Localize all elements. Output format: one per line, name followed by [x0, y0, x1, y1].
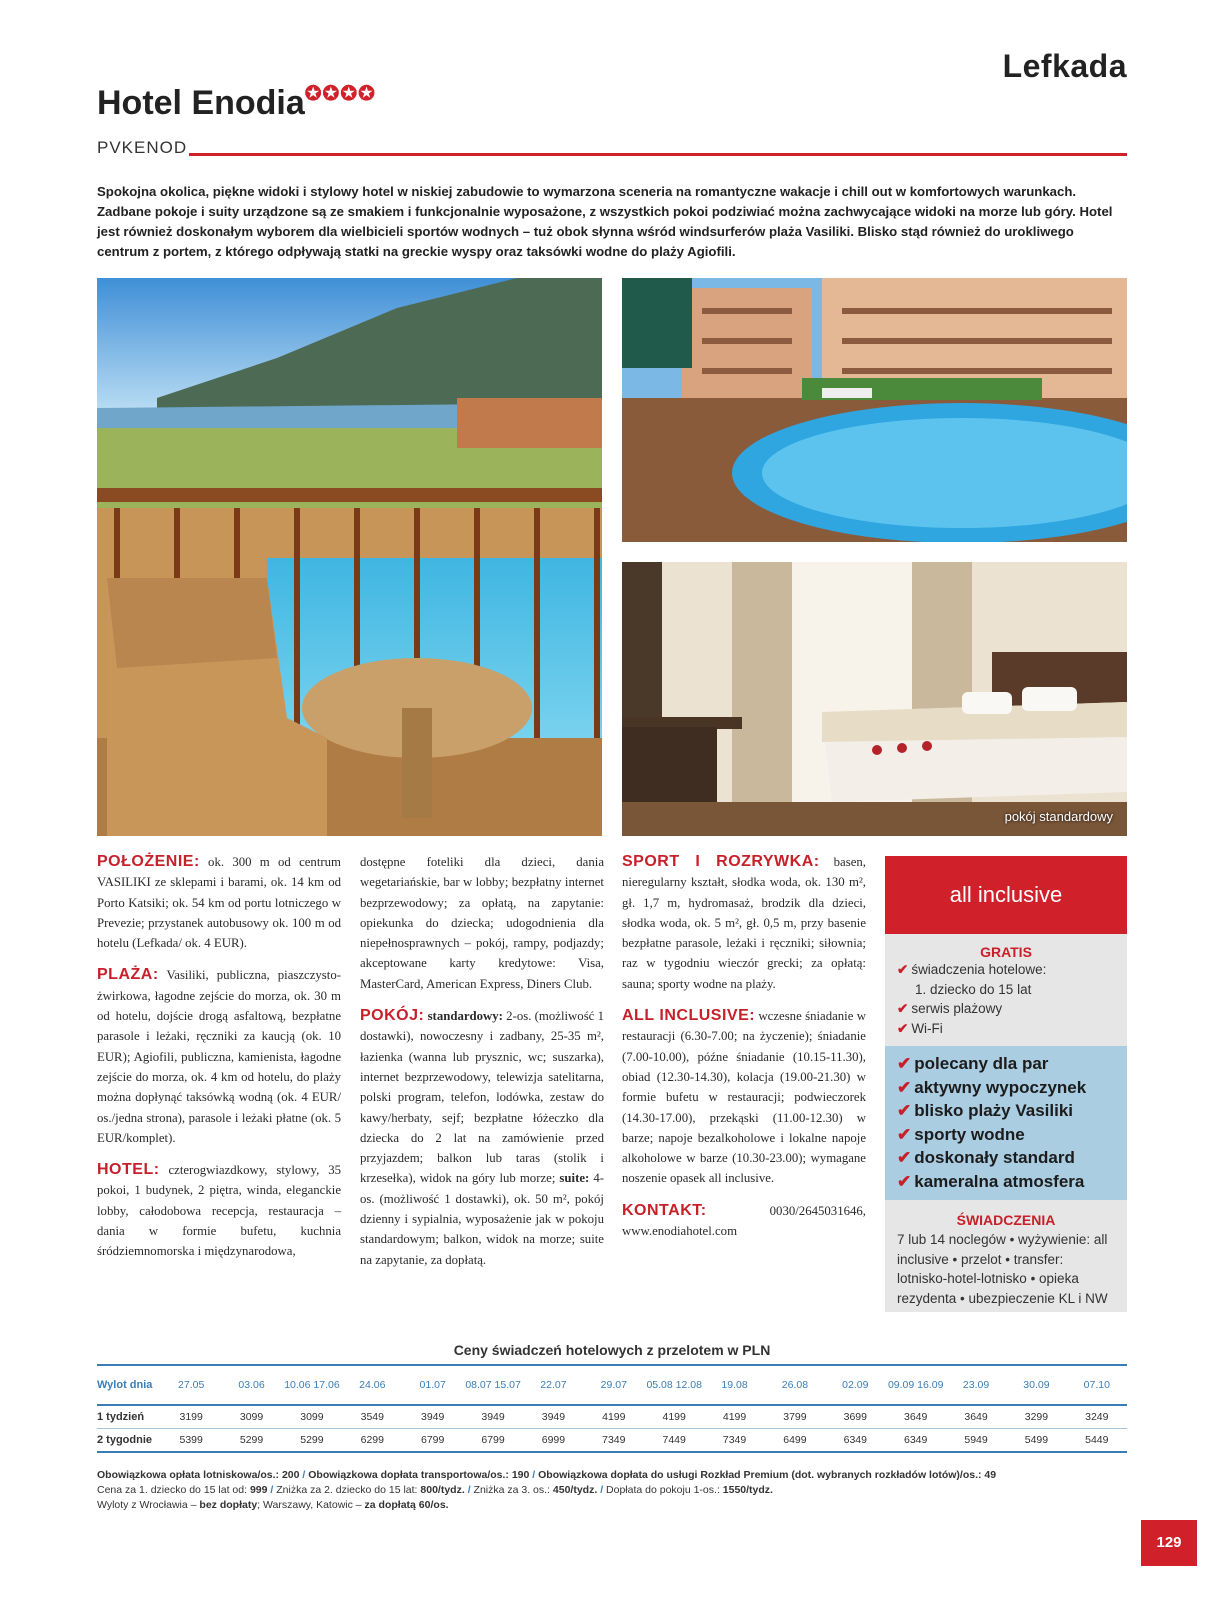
price-cell: 3949 — [463, 1405, 523, 1429]
feature-item: ✔ kameralna atmosfera — [897, 1171, 1085, 1191]
price-cell: 6999 — [523, 1429, 583, 1453]
date-cell: 03.06 — [238, 1379, 265, 1391]
price-cell: 3549 — [342, 1405, 402, 1429]
plaza-heading: PLAŻA: — [97, 966, 159, 984]
footnote-line-1: Obowiązkowa opłata lotniskowa/os.: 200 / Obowiązkowa dopłata transportowa/os.: 190 / Obowiązkowa dopłata do usługi Rozkład Premium (dot. wybranych rozkładów lotów)/os.: 49 — [97, 1469, 997, 1481]
pokoj-standard-text: 2-os. (możliwość 1 dostawki), nowoczesny i zadbany, 25-35 m², łazienka (wanna lub prysznic, wc; suszarka), internet bezprzewodowy, telewizja satelitarna, polski program, telefon, lodówka, zestaw do kawy/herbaty, sejf; bezpłatne łóżeczko dla dziecka do 2 lat na zamówienie przed przyjazdem; balkon lub taras (stolik i krzesełka), widok na góry lub morze; — [360, 1009, 604, 1186]
date-cell: 22.07 — [540, 1379, 567, 1391]
price-cell: 6349 — [886, 1429, 946, 1453]
feature-item: ✔ polecany dla par — [897, 1054, 1049, 1073]
price-cell: 6499 — [765, 1429, 825, 1453]
price-cell: 5449 — [1067, 1429, 1127, 1453]
info-box-title: all inclusive — [885, 856, 1127, 934]
feature-item: ✔ aktywny wypoczynek — [897, 1077, 1087, 1097]
price-cell: 6799 — [463, 1429, 523, 1453]
date-cell: 05.08 12.08 — [646, 1379, 702, 1391]
feature-item: ✔ blisko plaży Vasiliki — [897, 1101, 1073, 1120]
price-cell: 3649 — [946, 1405, 1006, 1429]
check-icon: ✔ — [897, 962, 909, 977]
photo-pool — [622, 278, 1127, 542]
polozenie-heading: POŁOŻENIE: — [97, 853, 200, 870]
price-cell: 3949 — [403, 1405, 463, 1429]
room-illustration — [622, 562, 1127, 836]
price-cell: 7349 — [584, 1429, 644, 1453]
gratis-item: ✔ Wi-Fi — [897, 1020, 943, 1036]
section-sport — [622, 852, 866, 994]
check-icon: ✔ — [897, 1054, 912, 1073]
check-icon: ✔ — [897, 1020, 909, 1036]
swiadczenia-panel — [885, 1200, 1127, 1312]
table-row — [97, 1429, 1127, 1453]
price-cell: 3099 — [282, 1405, 342, 1429]
section-pokoj — [360, 1006, 604, 1270]
date-cell: 29.07 — [600, 1379, 627, 1391]
region-name: Lefkada — [1002, 48, 1127, 84]
hotel-name — [97, 84, 376, 123]
check-icon: ✔ — [897, 1148, 912, 1167]
hotel-stars: ✪✪✪✪ — [304, 83, 376, 105]
section-hotel — [97, 1160, 341, 1261]
check-icon: ✔ — [897, 1077, 912, 1097]
plaza-text: Vasiliki, publiczna, piaszczysto-żwirkowa, łagodne zejście do morza, ok. 30 m od hotelu, dojście drogą asfaltową, bezpłatne parasole i leżaki, ręczniki za kaucją (ok. 10 EUR); Agiofili, publiczna, kamienista, łagodne zejście do morza, ok. 4 km od hotelu, do plaży można dopłynąć taksówką wodną (ok. 4 EUR/ os./jedna strona), parasole i leżaki płatne (ok. 5 EUR/komplet). — [97, 968, 341, 1145]
pokoj-suite-label: suite: — [555, 1171, 590, 1186]
price-cell: 3949 — [523, 1405, 583, 1429]
price-grid — [97, 1366, 1127, 1453]
swiadczenia-title: ŚWIADCZENIA — [956, 1212, 1056, 1228]
kontakt-text: 0030/2645031646, www.enodiahotel.com — [622, 1203, 866, 1239]
footnote-line-2: Cena za 1. dziecko do 15 lat od: 999 / Zniżka za 2. dziecko do 15 lat: 800/tydz. / Zniżka za 3. os.: 450/tydz. / Dopłata do pokoju 1-os.: 1550/tydz. — [97, 1484, 773, 1496]
gratis-item: ✔ serwis plażowy — [897, 1001, 1003, 1016]
date-cell: 01.07 — [419, 1379, 446, 1391]
date-cell: 08.07 15.07 — [465, 1379, 521, 1391]
row-label: 2 tygodnie — [97, 1429, 161, 1453]
price-cell: 4199 — [584, 1405, 644, 1429]
hotel-name-text: Hotel Enodia — [97, 84, 305, 122]
gratis-panel — [885, 934, 1127, 1046]
column-2 — [360, 852, 604, 1282]
gratis-item: ✔ świadczenia hotelowe: — [897, 962, 1047, 977]
date-cell: 27.05 — [178, 1379, 205, 1391]
footnotes — [97, 1468, 1127, 1513]
section-all-inclusive — [622, 1006, 866, 1189]
date-cell: 23.09 — [962, 1379, 990, 1391]
info-box — [885, 856, 1127, 1312]
date-cell: 26.08 — [781, 1379, 809, 1391]
check-icon: ✔ — [897, 1101, 912, 1120]
pokoj-heading: POKÓJ: — [360, 1007, 425, 1025]
row-label: 1 tydzień — [97, 1405, 161, 1429]
row-header: Wylot dnia — [97, 1379, 153, 1391]
price-cell: 5949 — [946, 1429, 1006, 1453]
all-inclusive-heading: ALL INCLUSIVE: — [622, 1007, 756, 1025]
section-plaza — [97, 965, 341, 1148]
pokoj-suite-text: 4-os. (możliwość 1 dostawki), ok. 50 m², pokój dzienny i sypialnia, wyposażenie jak w pokoju standardowym; balkon, widok na morze; suite na zapytanie, za dopłatą. — [360, 1171, 604, 1267]
balcony-illustration — [97, 278, 602, 836]
section-kontakt — [622, 1201, 866, 1242]
price-cell: 6299 — [342, 1429, 402, 1453]
page-header — [97, 40, 1127, 160]
intro-text: Spokojna okolica, piękne widoki i stylowy hotel w niskiej zabudowie to wymarzona sceneria na romantyczne wakacje i chill out w komfortowych warunkach. Zadbane pokoje i suity urządzone są ze smakiem i funkcjonalnie wyposażone, z wszystkich pokoi podziwiać można zachwycające widoki na morze lub góry. Hotel jest również doskonałym wyborem dla wielbicieli sportów wodnych – tuż obok słynna wśród windsurferów plaża Vasiliki. Blisko stąd również do urokliwego centrum z portem, z którego odpływają statki na greckie wyspy oraz taksówki wodne do plaży Agiofili. — [97, 184, 1113, 259]
page-number: 129 — [1141, 1520, 1197, 1566]
all-inclusive-text: wczesne śniadanie w restauracji (6.30-7.00; na życzenie); śniadanie (7.00-10.00), późne śniadanie (10.15-11.30), obiad (12.30-14.30), kolacja (19.00-21.30) w formie bufetu w restauracji; podwieczorek (14.30-17.00), przekąski (11.00-12.30) w barze; napoje bezalkoholowe i lokalne napoje alkoholowe w barze (10.30-23.00); wymagane noszenie opasek all inclusive. — [622, 1009, 866, 1186]
feature-item: ✔ sporty wodne — [897, 1124, 1025, 1144]
sport-text: basen, nieregularny kształt, słodka woda, ok. 130 m², gł. 1,7 m, hydromasaż, brodzik dla dzieci, słodka woda, ok. 5 m², gł. 0,5 m, przy basenie bezpłatne parasole, leżaki i ręczniki; siłownia; raz w tygodniu wieczór grecki; za opłatą: sauna; sporty wodne na plaży. — [622, 855, 866, 991]
feature-item: ✔ doskonały standard — [897, 1148, 1075, 1167]
date-cell: 07.10 — [1083, 1379, 1110, 1391]
footnote-line-3: Wyloty z Wrocławia – bez dopłaty; Warszawy, Katowic – za dopłatą 60/os. — [97, 1499, 449, 1511]
polozenie-text: ok. 300 m od centrum VASILIKI ze sklepami i barami, ok. 14 km od Porto Katsiki; ok. 54 km od portu lotniczego w Prevezie; przystanek autobusowy ok. 100 m od hotelu (Lefkada/ ok. 4 EUR). — [97, 855, 341, 951]
section-polozenie — [97, 852, 341, 953]
date-cell: 09.09 16.09 — [887, 1379, 944, 1391]
price-cell: 5499 — [1006, 1429, 1066, 1453]
sport-heading: SPORT I ROZRYWKA: — [622, 853, 820, 870]
price-cell: 4199 — [704, 1405, 764, 1429]
check-icon: ✔ — [897, 1001, 909, 1016]
title-divider — [189, 153, 1127, 156]
hotel-continued: dostępne foteliki dla dzieci, dania wegetariańskie, bar w lobby; bezpłatny internet bezprzewodowy; za opłatą, na zapytanie: opiekunka do dziecka; udogodnienia dla niepełnosprawnych – pokój, rampy, podjazdy; akceptowane karty kredytowe: Visa, MasterCard, American Express, Diners Club. — [360, 855, 604, 991]
date-cell: 10.06 17.06 — [284, 1379, 340, 1391]
price-cell: 3099 — [221, 1405, 281, 1429]
price-cell: 3799 — [765, 1405, 825, 1429]
price-table — [97, 1342, 1127, 1453]
price-cell: 3649 — [886, 1405, 946, 1429]
pool-illustration — [622, 278, 1127, 542]
features-panel — [885, 1046, 1127, 1200]
price-cell: 7449 — [644, 1429, 704, 1453]
kontakt-heading: KONTAKT: — [622, 1201, 707, 1219]
hotel-text: czterogwiazdkowy, stylowy, 35 pokoi, 1 budynek, 2 piętra, winda, eleganckie lobby, całodobowa recepcja, restauracja – dania w formie bufetu, kuchnia śródziemnomorska i międzynarodowa, — [97, 1163, 341, 1259]
swiadczenia-text: 7 lub 14 noclegów • wyżywienie: all inclusive • przelot • transfer: lotnisko-hotel-lotnisko • opieka rezydenta • ubezpieczenie KL i NW — [897, 1232, 1108, 1306]
price-table-title: Ceny świadczeń hotelowych z przelotem w PLN — [453, 1342, 771, 1358]
hotel-heading: HOTEL: — [97, 1161, 160, 1179]
price-cell: 4199 — [644, 1405, 704, 1429]
price-cell: 5299 — [221, 1429, 281, 1453]
gratis-title: GRATIS — [980, 944, 1032, 960]
price-cell: 3699 — [825, 1405, 885, 1429]
check-icon: ✔ — [897, 1124, 912, 1144]
photo-room — [622, 562, 1127, 836]
price-cell: 6349 — [825, 1429, 885, 1453]
date-cell: 24.06 — [359, 1379, 386, 1391]
date-cell: 02.09 — [842, 1379, 869, 1391]
date-cell: 19.08 — [721, 1379, 748, 1391]
table-row — [97, 1405, 1127, 1429]
check-icon: ✔ — [897, 1171, 912, 1191]
price-cell: 3199 — [161, 1405, 221, 1429]
price-cell: 3249 — [1067, 1405, 1127, 1429]
date-cell: 30.09 — [1023, 1379, 1050, 1391]
date-row — [97, 1366, 1127, 1405]
column-3 — [622, 852, 866, 1253]
price-cell: 5299 — [282, 1429, 342, 1453]
gratis-item: 1. dziecko do 15 lat — [915, 981, 1032, 997]
price-cell: 3299 — [1006, 1405, 1066, 1429]
price-cell: 5399 — [161, 1429, 221, 1453]
pokoj-standard-label: standardowy: — [424, 1009, 503, 1024]
price-cell: 7349 — [704, 1429, 764, 1453]
room-photo-caption: pokój standardowy — [1004, 809, 1113, 824]
column-1 — [97, 852, 341, 1274]
hotel-code: PVKENOD — [97, 138, 188, 157]
photo-balcony — [97, 278, 602, 836]
price-cell: 6799 — [403, 1429, 463, 1453]
